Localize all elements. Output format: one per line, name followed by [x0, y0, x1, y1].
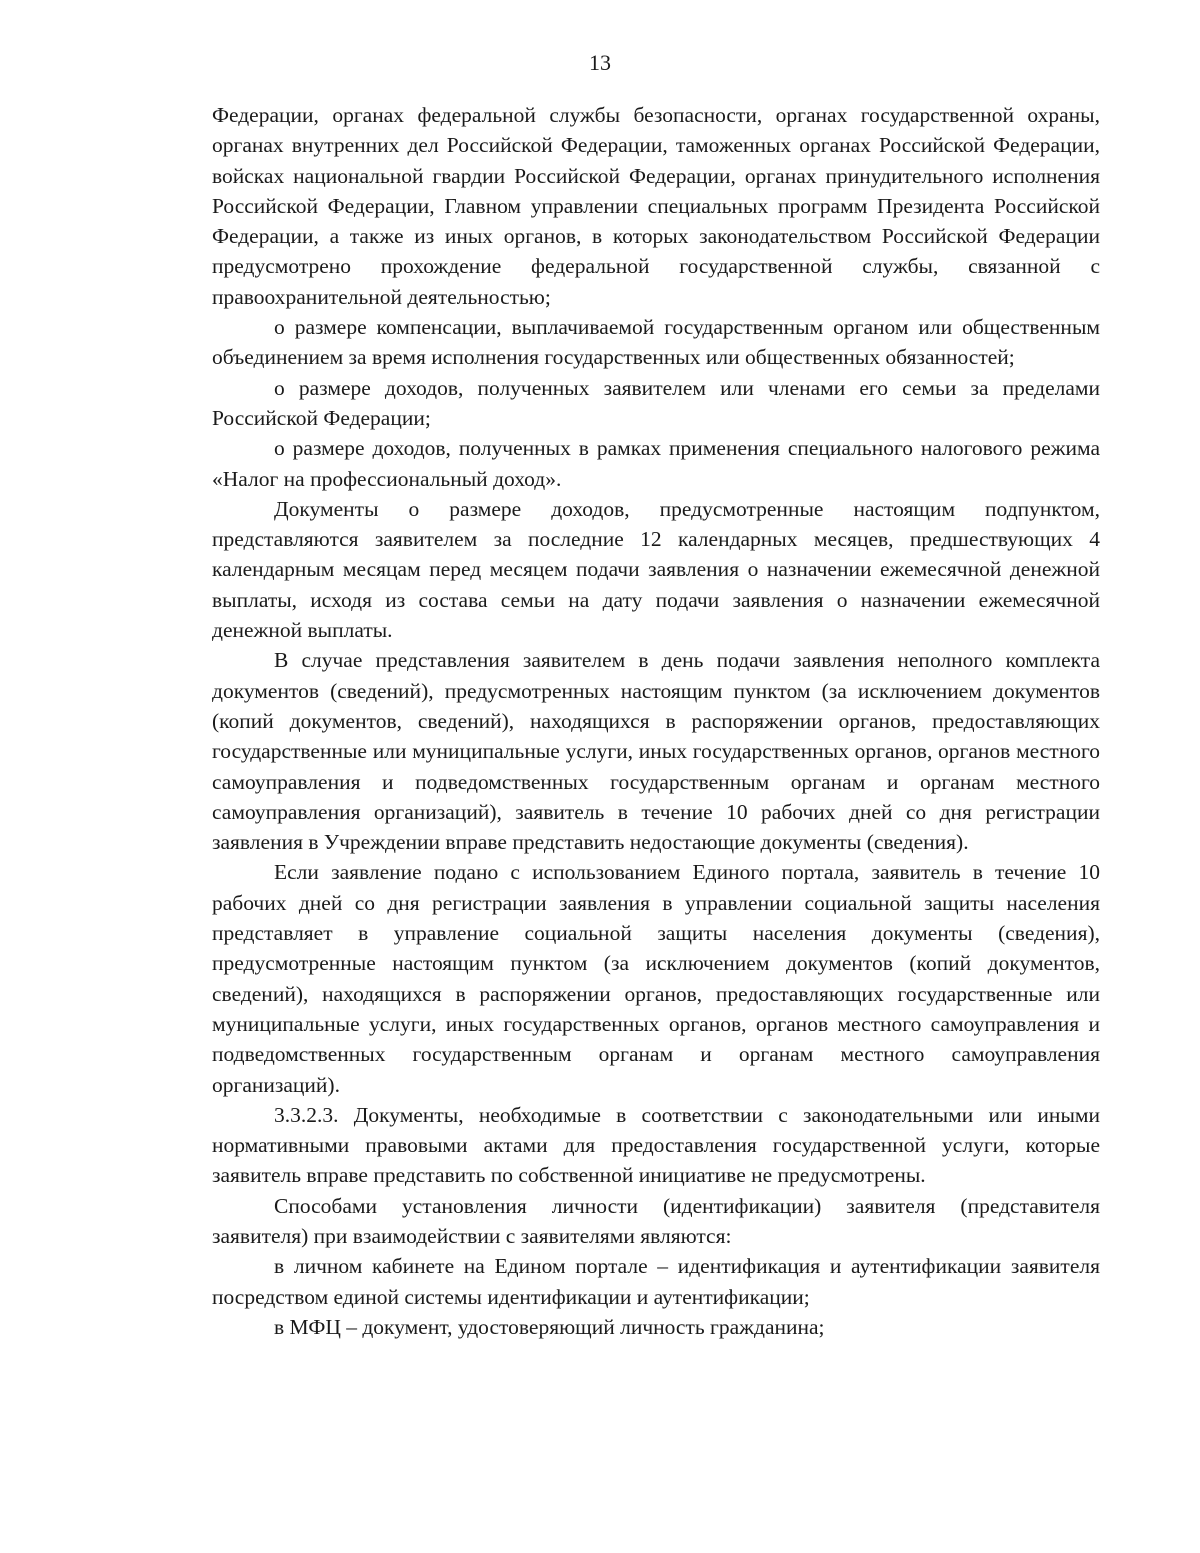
paragraph-9: Способами установления личности (идентификации) заявителя (представителя заявителя) при взаимодействии с заявителями являются: — [212, 1193, 1100, 1248]
paragraph-2: о размере компенсации, выплачиваемой государственным органом или общественным объединением за время исполнения государственных или общественных обязанностей; — [212, 315, 1100, 370]
paragraph-4: о размере доходов, полученных в рамках применения специального налогового режима «Налог на профессиональный доход». — [212, 436, 1100, 491]
paragraph-7: Если заявление подано с использованием Единого портала, заявитель в течение 10 рабочих дней со дня регистрации заявления в управлении социальной защиты населения представляет в управление социальной защиты населения документы (сведения), предусмотренные настоящим пунктом (за исключением документов (копий документов, сведений), находящихся в распоряжении органов, предоставляющих государственные или муниципальные услуги, иных государственных органов, органов местного самоуправления и подведомственных государственным органам и органам местного самоуправления организаций). — [212, 860, 1100, 1097]
paragraph-3: о размере доходов, полученных заявителем или членами его семьи за пределами Российской Федерации; — [212, 375, 1100, 430]
paragraph-10: в личном кабинете на Едином портале – идентификация и аутентификации заявителя посредством единой системы идентификации и аутентификации; — [212, 1254, 1100, 1309]
page-number: 13 — [589, 50, 611, 75]
paragraph-1: Федерации, органах федеральной службы безопасности, органах государственной охраны, органах внутренних дел Российской Федерации, таможенных органах Российской Федерации, войсках национальной гвардии Российской Федерации, органах принудительного исполнения Российской Федерации, Главном управлении специальных программ Президента Российской Федерации, а также из иных органов, в которых законодательством Российской Федерации предусмотрено прохождение федеральной государственной службы, связанной с правоохранительной деятельностью; — [212, 103, 1100, 309]
paragraph-6: В случае представления заявителем в день подачи заявления неполного комплекта документов (сведений), предусмотренных настоящим пунктом (за исключением документов (копий документов, сведений), находящихся в распоряжении органов, предоставляющих государственные или муниципальные услуги, иных государственных органов, органов местного самоуправления и подведомственных государственным органам и органам местного самоуправления организаций), заявитель в течение 10 рабочих дней со дня регистрации заявления в Учреждении вправе представить недостающие документы (сведения). — [212, 648, 1100, 855]
paragraph-11: в МФЦ – документ, удостоверяющий личность гражданина; — [274, 1314, 825, 1339]
document-body — [212, 100, 1100, 1342]
paragraph-8: 3.3.2.3. Документы, необходимые в соответствии с законодательными или иными нормативными правовыми актами для предоставления государственной услуги, которые заявитель вправе представить по собственной инициативе не предусмотрены. — [212, 1102, 1100, 1188]
paragraph-5: Документы о размере доходов, предусмотренные настоящим подпунктом, представляются заявителем за последние 12 календарных месяцев, предшествующих 4 календарным месяцам перед месяцем подачи заявления о назначении ежемесячной денежной выплаты, исходя из состава семьи на дату подачи заявления о назначении ежемесячной денежной выплаты. — [212, 496, 1100, 643]
